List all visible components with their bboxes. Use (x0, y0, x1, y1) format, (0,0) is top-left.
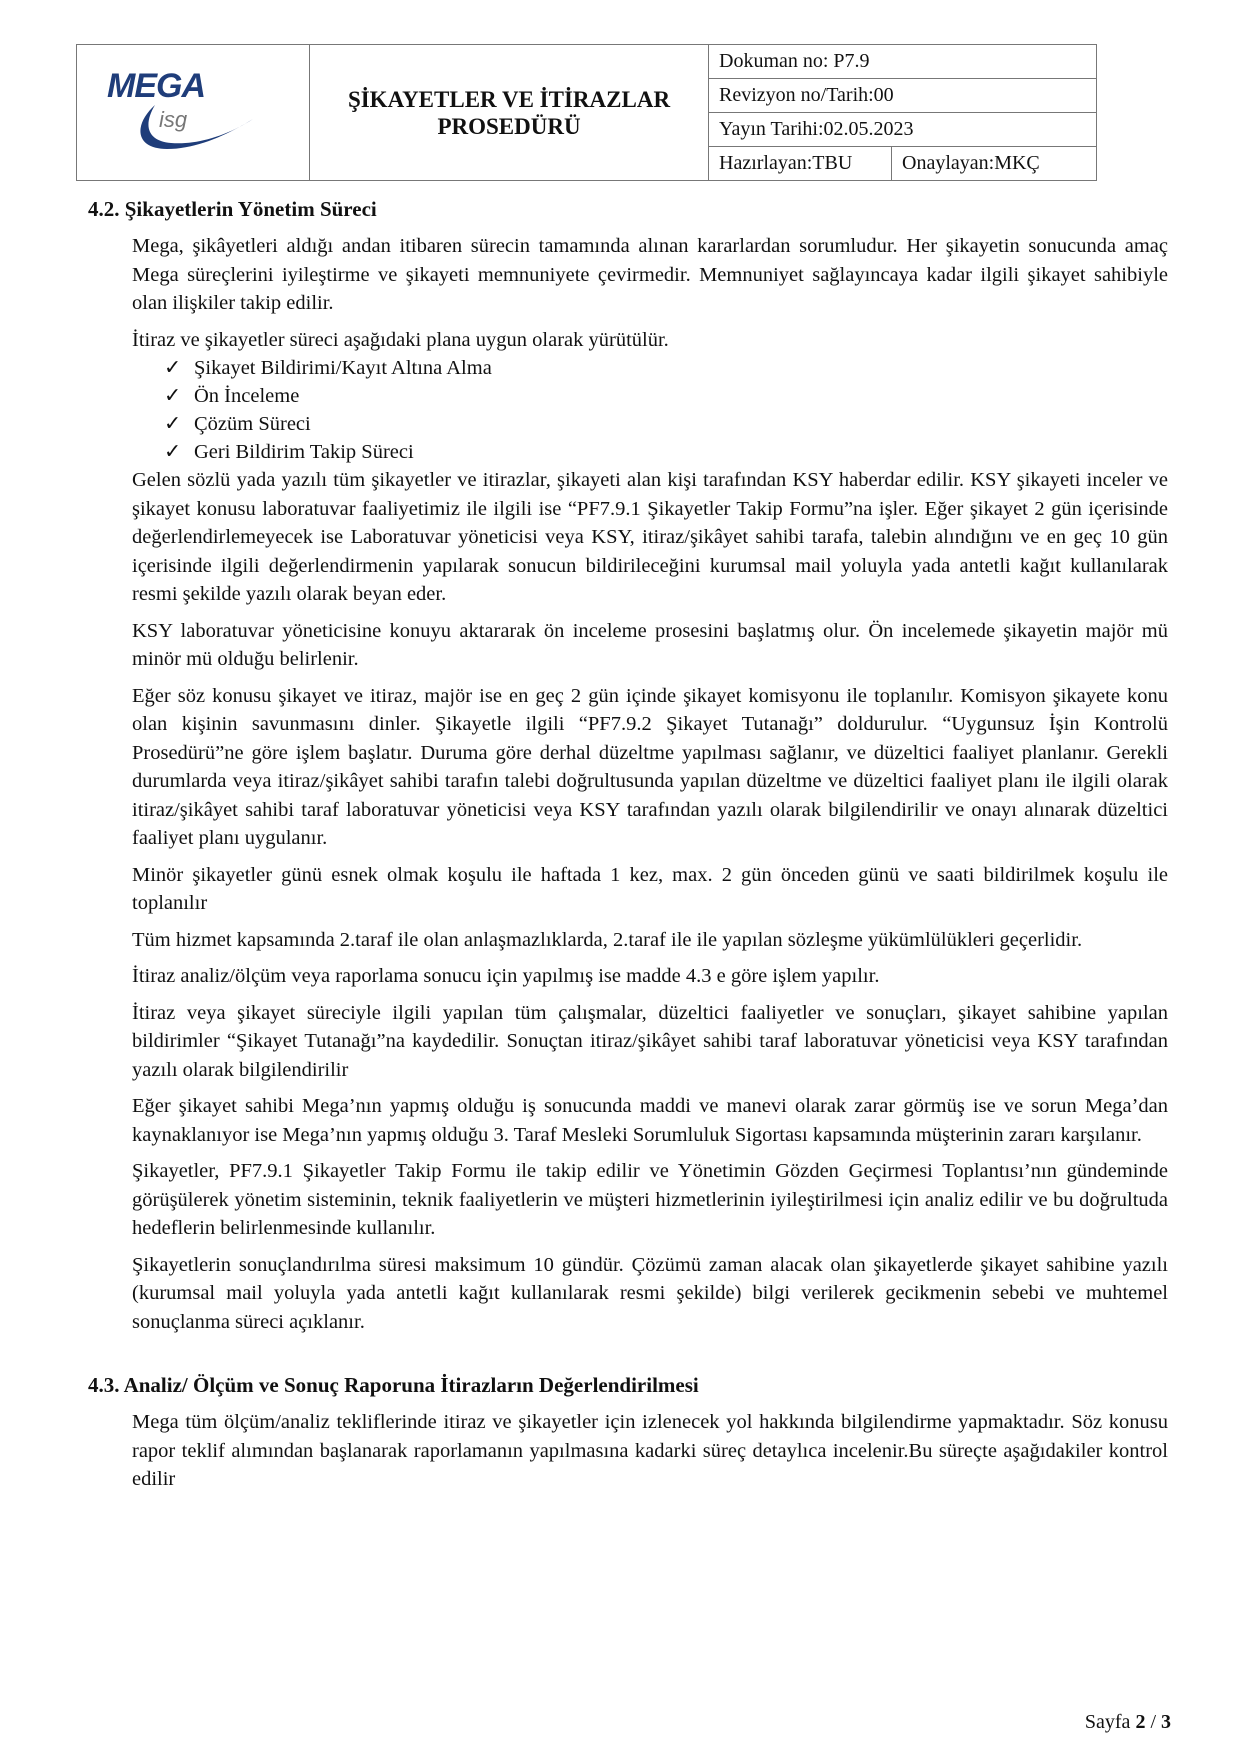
checklist-item (164, 354, 1168, 382)
checklist-item-label: Geri Bildirim Takip Süreci (194, 441, 414, 463)
paragraph: İtiraz analiz/ölçüm veya raporlama sonucu için yapılmış ise madde 4.3 e göre işlem yapılır. (132, 965, 880, 987)
doc-number: Dokuman no: P7.9 (709, 45, 1097, 79)
revision-info: Revizyon no/Tarih:00 (709, 79, 1097, 113)
checklist-item-label: Çözüm Süreci (194, 413, 311, 435)
paragraph: KSY laboratuvar yöneticisine konuyu aktararak ön inceleme prosesini başlatmış olur. Ön incelemede şikayetin majör mü minör mü olduğu belirlenir. (132, 619, 1168, 670)
paragraph: Şikayetler, PF7.9.1 Şikayetler Takip Formu ile takip edilir ve Yönetimin Gözden Geçirmesi Toplantısı’nın gündeminde görüşülerek yönetim sisteminin, teknik faaliyetlerin ve müşteri hizmetlerinin iyileştirilmesi için analiz edilir ve bu doğrultuda hedeflerin belirlenmesinde kullanılır. (132, 1160, 1168, 1239)
paragraph: İtiraz ve şikayetler süreci aşağıdaki plana uygun olarak yürütülür. (132, 328, 669, 351)
checklist-item (164, 410, 1168, 438)
section-heading-4-2: 4.2. Şikayetlerin Yönetim Süreci (88, 197, 377, 221)
section-heading-4-3: 4.3. Analiz/ Ölçüm ve Sonuç Raporuna İtirazların Değerlendirilmesi (88, 1373, 699, 1397)
page-separator: / (1150, 1711, 1156, 1733)
paragraph: Eğer şikayet sahibi Mega’nın yapmış olduğu iş sonucunda maddi ve manevi olarak zarar görmüş ise ve sorun Mega’dan kaynaklanıyor ise Mega’nın yapmış olduğu 3. Taraf Mesleki Sorumluluk Sigortası kapsamında müşterinin zararı karşılanır. (132, 1095, 1168, 1146)
paragraph: Mega tüm ölçüm/analiz tekliflerinde itiraz ve şikayetler için izlenecek yol hakkında bilgilendirme yapmaktadır. Söz konusu rapor teklif alımından başlanarak raporlamanın yapılmasına kadarki süreç detaylıca incelenir.Bu süreçte aşağıdakiler kontrol edilir (132, 1411, 1168, 1490)
swoosh-icon (127, 97, 257, 157)
paragraph: Tüm hizmet kapsamında 2.taraf ile olan anlaşmazlıklarda, 2.taraf ile ile yapılan sözleşme yükümlülükleri geçerlidir. (132, 928, 1083, 951)
process-checklist (164, 354, 1168, 466)
title-line-1: ŞİKAYETLER VE İTİRAZLAR (347, 86, 671, 112)
logo-brand-text: MEGA (107, 67, 205, 105)
document-body (88, 196, 1168, 1502)
checkmark-icon: ✓ (164, 413, 182, 435)
document-header-table (76, 44, 1097, 181)
paragraph: Gelen sözlü yada yazılı tüm şikayetler ve itirazlar, şikayeti alan kişi tarafından KSY haberdar edilir. KSY şikayeti inceler ve şikayet konusu laboratuvar faaliyetimiz ile ilgili ise “PF7.9.1 Şikayetler Takip Formu”na işler. Eğer şikayet 2 gün içerisinde değerlendirlemeyecek ise Laboratuvar yöneticisi veya KSY, itiraz/şikâyet sahibi tarafa, talebin alındığını ve en geç 10 gün içerisinde ilgili değerlendirmenin yapılarak sonucun bildirileceğini kurumsal mail yoluyla yada antetli kağıt kullanılarak resmi şekilde yazılı olarak beyan eder. (132, 469, 1168, 605)
title-line-2: PROSEDÜRÜ (437, 113, 581, 139)
checklist-item (164, 438, 1168, 466)
paragraph: Mega, şikâyetleri aldığı andan itibaren sürecin tamamında alınan kararlardan sorumludur. Her şikayetin sonucunda amaç Mega süreçlerini iyileştirme ve şikayeti memnuniyete çevirmedir. Memnuniyet sağlayıncaya kadar ilgili şikayet sahibiyle olan ilişkiler takip edilir. (132, 235, 1168, 314)
checklist-item (164, 382, 1168, 410)
page-label: Sayfa (1084, 1711, 1131, 1733)
mega-isg-logo (107, 67, 247, 157)
checkmark-icon: ✓ (164, 385, 182, 407)
logo-sub-text: isg (159, 107, 188, 132)
current-page: 2 (1135, 1711, 1146, 1733)
checklist-item-label: Şikayet Bildirimi/Kayıt Altına Alma (194, 357, 492, 379)
approved-by: Onaylayan:MKÇ (892, 147, 1097, 181)
page-number (1085, 1711, 1171, 1734)
paragraph: Şikayetlerin sonuçlandırılma süresi maksimum 10 gündür. Çözümü zaman alacak olan şikayetlerde şikayet sahibine yazılı (kurumsal mail yoluyla yada antetli kağıt kullanılarak resmi şekilde) bilgi verilerek gecikmenin sebebi ve muhtemel sonuçlanma süreci açıklanır. (132, 1253, 1168, 1333)
document-title (310, 45, 709, 181)
prepared-by: Hazırlayan:TBU (709, 147, 892, 181)
checklist-item-label: Ön İnceleme (194, 385, 300, 407)
publish-date: Yayın Tarihi:02.05.2023 (709, 113, 1097, 147)
paragraph: İtiraz veya şikayet süreciyle ilgili yapılan tüm çalışmalar, düzeltici faaliyetler ve sonuçları, şikayet sahibine yapılan bildirimler “Şikayet Tutanağı”na kaydedilir. Sonuçtan itiraz/şikâyet sahibi taraf laboratuvar yöneticisi veya KSY tarafından yazılı olarak bilgilendirilir (132, 1001, 1168, 1081)
checkmark-icon: ✓ (164, 441, 182, 463)
total-pages: 3 (1161, 1711, 1171, 1733)
paragraph: Eğer söz konusu şikayet ve itiraz, majör ise en geç 2 gün içinde şikayet komisyonu ile toplanılır. Komisyon şikayete konu olan kişinin savunmasını dinler. Şikayetle ilgili “PF7.9.2 Şikayet Tutanağı” doldurulur. “Uygunsuz İşin Kontrolü Prosedürü”ne göre işlem başlatır. Duruma göre derhal düzeltme yapılması sağlanır, ve düzeltici faaliyet planlanır. Gerekli durumlarda veya itiraz/şikâyet sahibi tarafın talebi doğrultusunda yapılan düzeltme ve düzeltici faaliyet planı ile ilgili olarak itiraz/şikâyet sahibi taraf laboratuvar yöneticisi veya KSY tarafından yazılı olarak bilgilendirilir ve onayı alınarak düzeltici faaliyet planı uygulanır. (132, 684, 1168, 849)
logo-cell (77, 45, 310, 181)
paragraph: Minör şikayetler günü esnek olmak koşulu ile haftada 1 kez, max. 2 gün önceden günü ve saati bildirilmek koşulu ile toplanılır (132, 863, 1168, 914)
checkmark-icon: ✓ (164, 357, 182, 379)
